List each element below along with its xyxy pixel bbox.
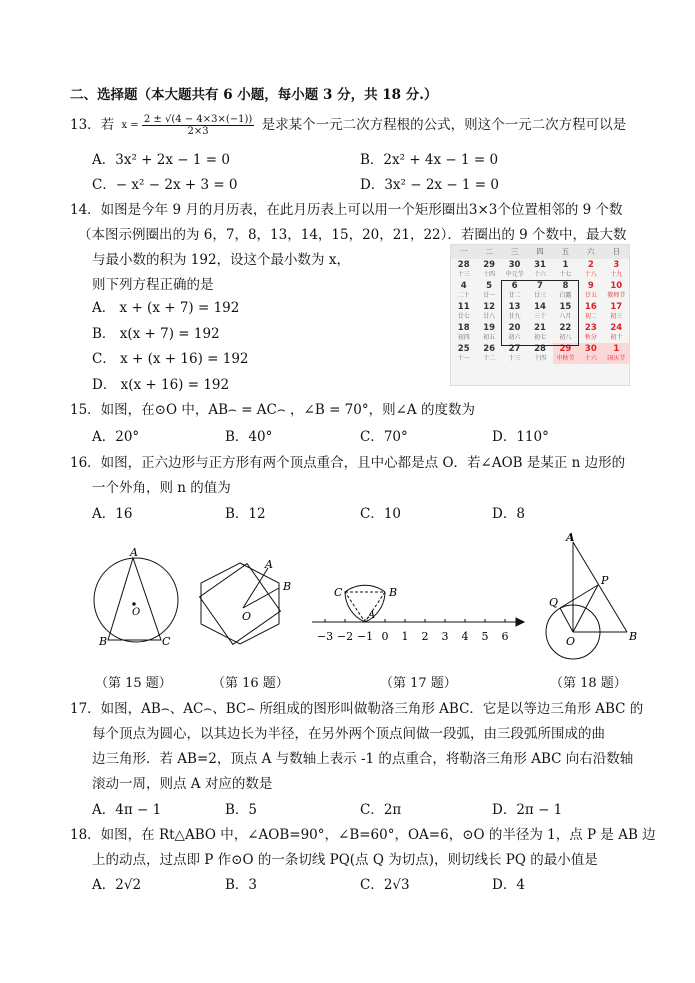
calendar-day-number: 30 <box>584 344 597 354</box>
calendar-day-number: 6 <box>511 281 518 291</box>
calendar-day-cell <box>604 280 629 301</box>
dashed-triangle <box>345 592 385 622</box>
reuleaux-lower-arcs <box>345 592 385 622</box>
calendar-day-cell <box>502 343 527 364</box>
calendar-day-cell <box>451 259 476 280</box>
tick-label: 4 <box>461 630 469 643</box>
center-dot <box>133 603 135 605</box>
calendar-day-cell <box>451 343 476 364</box>
caption-17: （第 17 题） <box>380 676 457 691</box>
calendar-day-cell <box>553 280 578 301</box>
f18-label-a: A <box>566 531 575 544</box>
calendar-day-cell <box>502 259 527 280</box>
segment-ob <box>243 588 279 608</box>
calendar-day-cell <box>527 322 552 343</box>
calendar-day-cell <box>451 322 476 343</box>
q17-line4: 滚动一周，则点 A 对应的数是 <box>92 776 273 792</box>
f18-label-b: B <box>629 630 638 643</box>
tick-label: 0 <box>381 630 389 643</box>
calendar-day-lunar: 秋分 <box>584 334 597 341</box>
calendar-day-lunar: 初七 <box>533 334 546 341</box>
calendar-day-lunar: 初八 <box>559 334 572 341</box>
q14-line4: 则下列方程正确的是 <box>92 277 214 293</box>
calendar-grid <box>451 259 629 364</box>
q16-option-c[interactable]: C．10 <box>360 506 402 522</box>
q18-line2: 上的动点，过点即 P 作⊙O 的一条切线 PQ(点 Q 为切点)，则切线长 PQ 的最小值是 <box>92 852 598 868</box>
calendar-day-lunar: 廿三 <box>533 292 546 299</box>
calendar-day-cell <box>527 343 552 364</box>
calendar-day-cell <box>476 322 501 343</box>
f15-label-b: B <box>99 635 108 648</box>
q13-number: 13．若 <box>70 117 115 133</box>
calendar-day-number: 23 <box>584 323 597 333</box>
calendar-day-cell <box>604 301 629 322</box>
calendar-day-cell <box>527 280 552 301</box>
calendar-day-lunar: 十一 <box>457 355 470 362</box>
calendar-day-lunar: 廿七 <box>457 313 470 320</box>
calendar-day-lunar: 廿九 <box>508 313 521 320</box>
calendar-day-number: 22 <box>559 323 572 333</box>
calendar-day-lunar: 十六 <box>584 355 597 362</box>
calendar-day-number: 19 <box>483 323 496 333</box>
q18-option-c[interactable]: C．2√3 <box>360 877 410 893</box>
square <box>193 557 288 652</box>
calendar-day-number: 24 <box>610 323 623 333</box>
q14-option-b[interactable]: B． x(x + 7) = 192 <box>92 326 220 342</box>
f17-label-c: C <box>334 586 343 599</box>
q17-option-a[interactable]: A．4π − 1 <box>92 802 162 818</box>
calendar-day-lunar: 十六 <box>533 271 546 278</box>
q13-formula-denominator: 2×3 <box>187 126 209 137</box>
circle-o <box>94 558 178 642</box>
q18-option-b[interactable]: B．3 <box>225 877 258 893</box>
q18-line1: 18．如图，在 Rt△ABO 中，∠AOB=90°，∠B=60°，OA=6，⊙O 的半径为 1，点 P 是 AB 边 <box>70 827 656 843</box>
figure-15 <box>94 558 178 642</box>
calendar-day-number: 29 <box>483 260 496 270</box>
q15-option-a[interactable]: A．20° <box>92 429 140 445</box>
calendar-day-lunar: 初六 <box>508 334 521 341</box>
q16-option-a[interactable]: A．16 <box>92 506 133 522</box>
q15-stem: 15．如图，在⊙O 中，AB⌢ = AC⌢ ，∠B = 70°，则∠A 的度数为 <box>70 402 475 418</box>
calendar-day-number: 7 <box>537 281 543 291</box>
calendar-day-number: 28 <box>457 260 470 270</box>
q13-option-c[interactable]: C．− x² − 2x + 3 = 0 <box>92 177 238 193</box>
calendar-day-cell <box>527 259 552 280</box>
q13-formula-numerator: 2 ± √(4 − 4×3×(−1)) <box>143 114 253 125</box>
figure-18 <box>546 542 627 659</box>
calendar-day-lunar: 十七 <box>559 271 572 278</box>
q13-option-a[interactable]: A．3x² + 2x − 1 = 0 <box>92 152 230 168</box>
calendar-day-number: 21 <box>534 323 546 333</box>
weekday-label: 日 <box>612 247 620 256</box>
f16-label-a: A <box>265 558 273 571</box>
calendar <box>450 244 630 386</box>
q16-option-b[interactable]: B．12 <box>225 506 266 522</box>
q14-option-d[interactable]: D． x(x + 16) = 192 <box>92 377 230 393</box>
calendar-day-lunar: 三十 <box>533 313 546 320</box>
calendar-day-cell <box>476 280 501 301</box>
calendar-day-cell <box>553 343 578 364</box>
calendar-day-number: 25 <box>457 344 470 354</box>
q13-formula: x = $\frac{2 \pm √(4 - 4\times 3\times(-1))}{2\times 3}$ <box>121 114 253 137</box>
calendar-day-cell <box>604 259 629 280</box>
calendar-day-number: 28 <box>534 344 546 354</box>
figure-17 <box>312 585 524 626</box>
calendar-day-cell <box>502 322 527 343</box>
f17-label-b: B <box>389 586 398 599</box>
calendar-day-number: 8 <box>562 281 569 291</box>
calendar-day-number: 4 <box>460 281 467 291</box>
calendar-day-cell <box>451 301 476 322</box>
calendar-day-lunar: 十三 <box>508 355 521 362</box>
f18-label-p: P <box>601 574 609 587</box>
calendar-day-cell <box>553 259 578 280</box>
calendar-day-cell <box>476 301 501 322</box>
calendar-day-number: 12 <box>483 302 496 312</box>
q14-line2: （本图示例圈出的为 6，7，8，13，14，15，20，21，22）．若圈出的 9 个数中，最大数 <box>78 227 627 243</box>
tick-label: −2 <box>336 630 354 643</box>
q16-option-d[interactable]: D．8 <box>492 506 525 522</box>
reuleaux-arc-bc <box>345 585 385 592</box>
q17-line1: 17．如图，AB⌢、AC⌢、BC⌢ 所组成的图形叫做勒洛三角形 ABC．它是以等边三角形 ABC 的 <box>70 701 644 717</box>
weekday-label: 五 <box>561 247 570 256</box>
calendar-day-lunar: 廿八 <box>483 313 496 320</box>
q13-option-b[interactable]: B．2x² + 4x − 1 = 0 <box>360 152 499 168</box>
calendar-day-lunar: 初十 <box>610 334 623 341</box>
calendar-day-lunar: 十三 <box>457 271 470 278</box>
calendar-day-cell <box>604 343 629 364</box>
calendar-day-cell <box>578 280 603 301</box>
f15-label-c: C <box>162 635 171 648</box>
figure-16 <box>193 557 288 652</box>
q15-option-d[interactable]: D．110° <box>492 429 549 445</box>
q18-option-a[interactable]: A．2√2 <box>92 877 142 893</box>
tick-label: −3 <box>316 630 334 643</box>
calendar-day-number: 13 <box>508 302 521 312</box>
calendar-day-number: 14 <box>534 302 546 312</box>
tick-labels <box>317 630 509 643</box>
calendar-day-lunar: 国庆节 <box>607 355 626 362</box>
calendar-day-number: 5 <box>486 281 493 291</box>
weekday-label: 三 <box>510 247 519 256</box>
caption-16: （第 16 题） <box>212 676 289 691</box>
q13-stem <box>70 113 626 137</box>
q16-line1: 16．如图，正六边形与正方形有两个顶点重合，且中心都是点 O．若∠AOB 是某正 n 边形的 <box>70 455 626 471</box>
f16-label-o: O <box>242 610 252 623</box>
q14-line3: 与最小数的积为 192，设这个最小数为 x， <box>92 252 350 268</box>
calendar-day-lunar: 二十 <box>457 292 470 299</box>
q18-option-d[interactable]: D．4 <box>492 877 525 893</box>
calendar-day-cell <box>578 301 603 322</box>
calendar-day-lunar: 十四 <box>483 271 496 278</box>
calendar-day-number: 26 <box>483 344 496 354</box>
f15-label-a: A <box>130 546 138 559</box>
calendar-day-cell <box>451 280 476 301</box>
calendar-day-lunar: 初二 <box>584 313 597 320</box>
weekday-label: 一 <box>459 247 468 256</box>
f17-label-a: A <box>368 610 376 621</box>
q13-text: 是求某个一元二次方程根的公式，则这个一元二次方程可以是 <box>261 117 627 133</box>
f18-label-o: O <box>566 635 576 648</box>
hexagon <box>201 563 279 644</box>
q15-option-c[interactable]: C．70° <box>360 429 408 445</box>
calendar-day-number: 1 <box>613 344 620 354</box>
q15-option-b[interactable]: B．40° <box>225 429 273 445</box>
calendar-day-number: 1 <box>562 260 569 270</box>
calendar-day-lunar: 初五 <box>483 334 496 341</box>
calendar-day-number: 27 <box>508 344 521 354</box>
calendar-day-cell <box>578 322 603 343</box>
calendar-day-cell <box>553 322 578 343</box>
calendar-day-number: 31 <box>534 260 546 270</box>
calendar-day-cell <box>553 301 578 322</box>
calendar-day-number: 15 <box>559 302 572 312</box>
calendar-day-lunar: 白露 <box>559 292 572 299</box>
calendar-day-cell <box>476 343 501 364</box>
calendar-day-number: 2 <box>587 260 594 270</box>
calendar-day-lunar: 初三 <box>610 313 623 320</box>
calendar-day-cell <box>578 343 603 364</box>
section-title: 二、选择题（本大题共有 6 小题，每小题 3 分，共 18 分.） <box>70 87 438 103</box>
calendar-day-lunar: 八月 <box>559 313 572 320</box>
calendar-day-number: 11 <box>457 302 470 312</box>
f16-label-b: B <box>283 580 292 593</box>
tick-label: 3 <box>441 630 449 643</box>
caption-15: （第 15 题） <box>95 676 172 691</box>
q17-option-b[interactable]: B．5 <box>225 802 258 818</box>
calendar-day-number: 29 <box>559 344 572 354</box>
tick-label: 2 <box>421 630 429 643</box>
tick-label: 5 <box>481 630 489 643</box>
calendar-day-number: 18 <box>457 323 470 333</box>
calendar-day-lunar: 十二 <box>483 355 496 362</box>
calendar-day-number: 3 <box>613 260 620 270</box>
q17-option-c[interactable]: C．2π <box>360 802 402 818</box>
q14-option-a[interactable]: A． x + (x + 7) = 192 <box>92 300 240 316</box>
segment-ab <box>573 542 627 632</box>
q17-option-d[interactable]: D．2π − 1 <box>492 802 563 818</box>
calendar-day-lunar: 廿五 <box>584 292 597 299</box>
triangle-abc <box>108 558 161 640</box>
calendar-day-cell <box>502 280 527 301</box>
calendar-day-cell <box>502 301 527 322</box>
calendar-day-lunar: 中元节 <box>505 271 524 278</box>
calendar-day-lunar: 十九 <box>610 271 623 278</box>
calendar-day-cell <box>604 322 629 343</box>
weekday-label: 四 <box>536 247 544 256</box>
segment-oq <box>560 608 573 632</box>
calendar-day-number: 10 <box>610 281 623 291</box>
calendar-day-cell <box>578 259 603 280</box>
calendar-day-lunar: 廿一 <box>483 292 496 299</box>
q13-option-d[interactable]: D．3x² − 2x − 1 = 0 <box>360 177 500 193</box>
f18-label-q: Q <box>549 596 559 609</box>
q17-line3: 边三角形．若 AB=2，顶点 A 与数轴上表示 -1 的点重合，将勒洛三角形 ABC 向右沿数轴 <box>92 751 634 767</box>
calendar-day-number: 30 <box>508 260 521 270</box>
tick-label: 6 <box>501 630 509 643</box>
calendar-day-lunar: 教师节 <box>607 292 626 299</box>
calendar-day-lunar: 初四 <box>457 334 470 341</box>
calendar-day-number: 16 <box>584 302 597 312</box>
calendar-day-number: 9 <box>587 281 594 291</box>
f15-label-o: O <box>132 607 141 618</box>
weekday-label: 二 <box>485 247 493 256</box>
calendar-day-cell <box>476 259 501 280</box>
calendar-day-lunar: 廿二 <box>508 292 521 299</box>
weekday-label: 六 <box>587 247 595 256</box>
calendar-day-lunar: 十八 <box>584 271 597 278</box>
calendar-day-lunar: 十四 <box>533 355 546 362</box>
figures-svg <box>0 525 695 665</box>
calendar-day-number: 20 <box>508 323 521 333</box>
q17-line2: 每个顶点为圆心，以其边长为半径，在另外两个顶点间做一段弧，由三段弧所围成的曲 <box>92 726 605 742</box>
calendar-day-lunar: 中秋节 <box>556 355 575 362</box>
number-line-arrow <box>516 618 524 626</box>
q16-line2: 一个外角，则 n 的值为 <box>92 480 231 496</box>
tick-label: 1 <box>401 630 409 643</box>
calendar-day-cell <box>527 301 552 322</box>
calendar-weekday-header <box>451 245 629 259</box>
caption-18: （第 18 题） <box>550 676 627 691</box>
q14-option-c[interactable]: C． x + (x + 16) = 192 <box>92 351 249 367</box>
calendar-day-number: 17 <box>610 302 623 312</box>
q14-line1: 14．如图是今年 9 月的月历表，在此月历表上可以用一个矩形圈出3×3个位置相邻的 9 个数 <box>70 202 623 218</box>
tick-label: −1 <box>356 630 374 643</box>
